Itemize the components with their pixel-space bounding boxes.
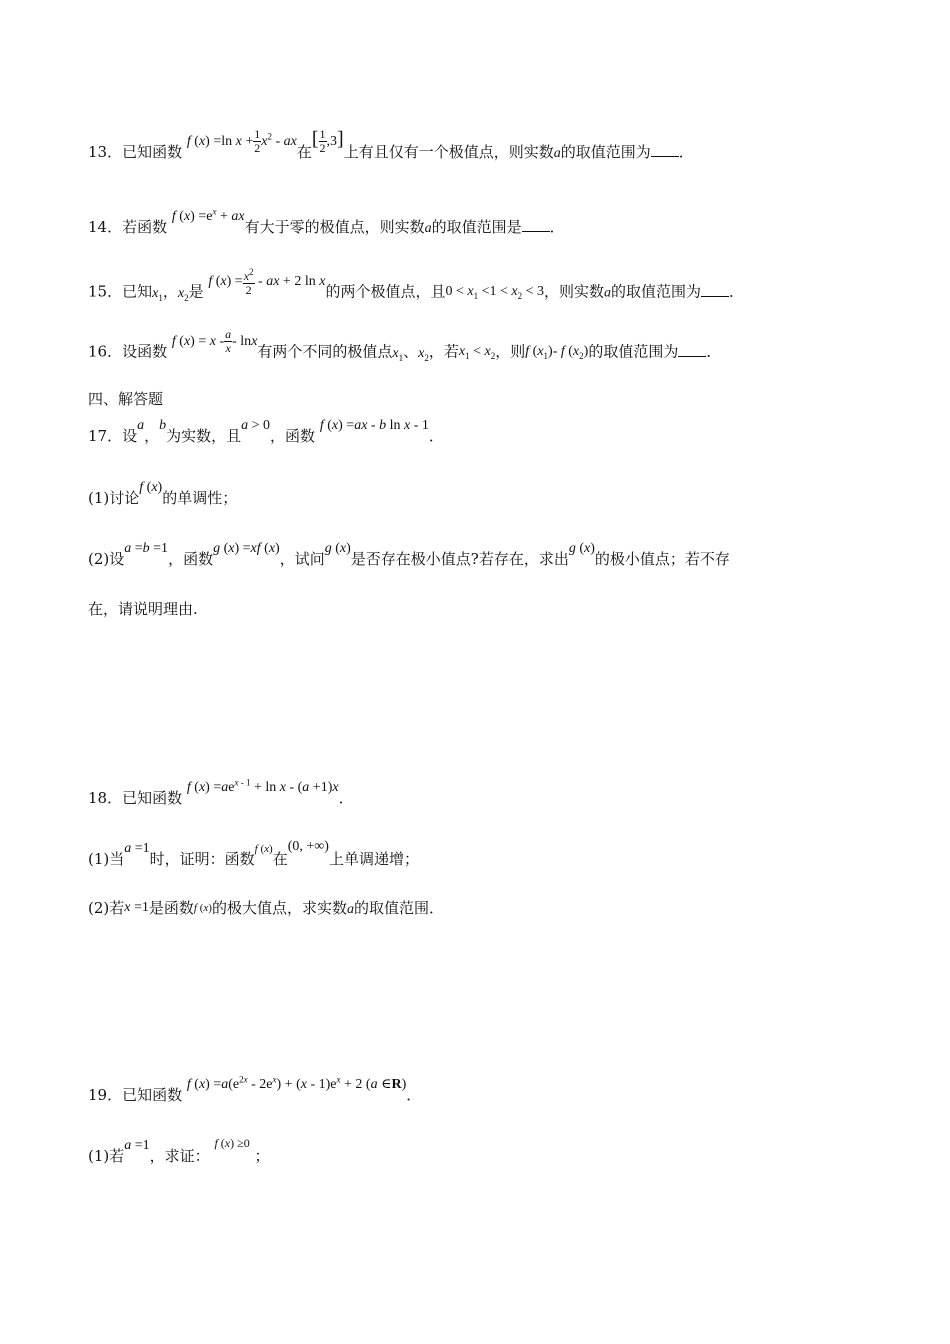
answer-blank[interactable]	[678, 342, 706, 357]
question-18-part-1: (1)当a =1时，证明：函数$^{f (x)}$在(0, +∞)上单调递增；	[88, 839, 419, 868]
question-number: 18．	[88, 789, 123, 807]
question-number: 17．	[88, 427, 123, 445]
question-13: 13．已知函数 f (x) =ln x + $\frac{1}{2}$ $x^2$ - ax在[ $\frac{1}{2}$ ,3]上有且仅有一个极值点，则实数a的取值范围为 ．	[88, 127, 694, 161]
question-16: 16．设函数 f (x) = x - $\frac{a}{x}$ - lnx有两个不同的极值点$x_1$、$x_2$，若$x_1 < x_2$，则f $(x_1)-$ f $(x_2)$的取值范围为 ．	[88, 327, 722, 363]
question-number: 14．	[88, 218, 123, 236]
formula: f (x) = $\frac{x^2}{2}$ - ax + 2 ln x	[208, 267, 326, 297]
question-number: 13．	[88, 143, 123, 161]
question-number: 19．	[88, 1086, 123, 1104]
question-17-part-2: (2)设a =b =1，函数g (x) =xf (x)，试问g (x)是否存在极小值点?若存在，求出g (x)的极小值点；若不存	[88, 541, 730, 568]
answer-blank[interactable]	[701, 282, 729, 297]
question-17-part-1: (1)讨论f (x)的单调性；	[88, 480, 238, 507]
inequality: $0 < x_1 <1 < x_2 < 3$	[445, 283, 544, 301]
question-19: 19．已知函数 f $(x) =a(e^{2x} - 2e^x) + (x - 1)e^x + 2$ (a ∈R)．	[88, 1074, 422, 1104]
answer-blank[interactable]	[651, 142, 679, 157]
question-14: 14．若函数 f $(x) =e^x$ + ax有大于零的极值点，则实数a的取值范围是 ．	[88, 206, 565, 236]
formula: f (x) = x - $\frac{a}{x}$ - lnx	[171, 327, 258, 355]
question-19-part-1: (1)若a =1，求证： $^{f (x) \ge 0}$ ；	[88, 1136, 270, 1165]
formula: f $(x) =ae^{x - 1} + \ln x - (a +1)x$	[186, 777, 339, 795]
section-heading: 四、解答题	[88, 390, 164, 408]
formula: f (x) =ax - b ln x - 1	[319, 418, 429, 433]
answer-blank[interactable]	[522, 217, 550, 232]
question-17-part-2-cont: 在，请说明理由.	[88, 600, 198, 618]
formula: f $(x) =e^x$ + ax	[171, 206, 245, 224]
question-15: 15．已知$x_1$，$x_2$是 f (x) = $\frac{x^2}{2}$ - ax + 2 ln x的两个极值点，且$0 < x_1 <1 < x_2 < 3$，则实数a的取值范围为 ．	[88, 267, 745, 303]
formula: f $(x) =a(e^{2x} - 2e^x) + (x - 1)e^x + 2$ (a ∈R)	[186, 1074, 407, 1092]
question-17: 17．设a，b为实数，且a > 0，函数 f (x) =ax - b ln x - 1．	[88, 418, 444, 445]
question-number: 16．	[88, 342, 123, 361]
interval: [ $\frac{1}{2}$ ,3]	[311, 127, 344, 156]
question-18-part-2: (2)若x =1是函数f (x)的极大值点，求实数a的取值范围．	[88, 899, 444, 917]
formula: f (x) =ln x + $\frac{1}{2}$ $x^2$ - ax	[186, 127, 297, 156]
question-18: 18．已知函数 f $(x) =ae^{x - 1} + \ln x - (a +1)x$．	[88, 777, 354, 807]
question-number: 15．	[88, 282, 123, 301]
